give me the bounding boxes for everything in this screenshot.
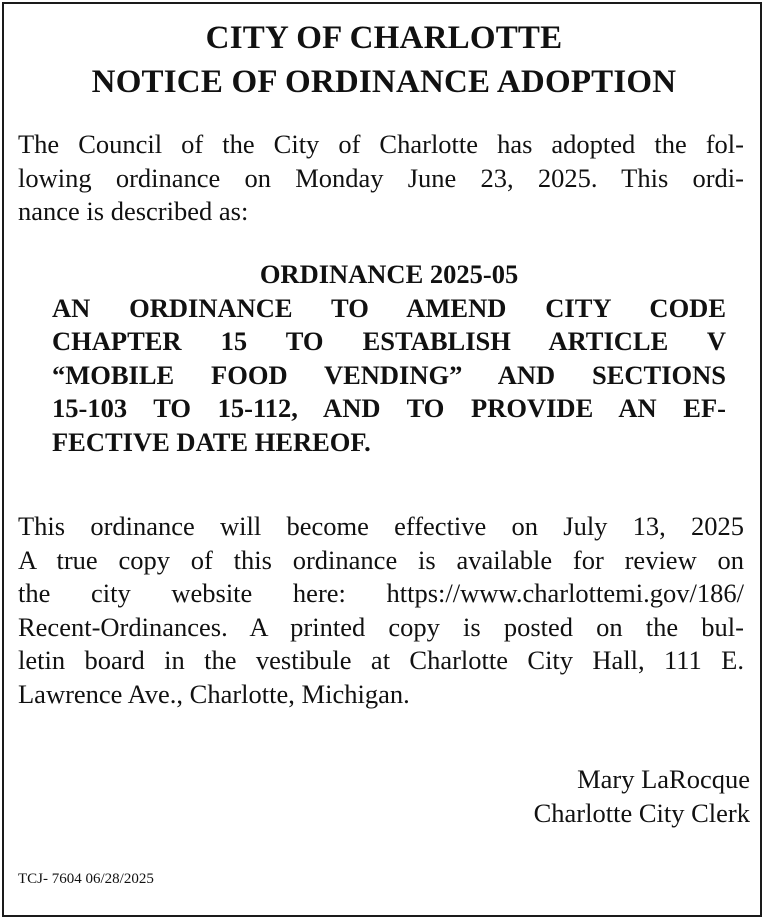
clerk-title: Charlotte City Clerk [533, 798, 750, 828]
details-line: the city website here: https://www.charlottemi.gov/186/ [18, 578, 744, 608]
details-line: This ordinance will become effective on July 13, 2025 [18, 511, 744, 541]
ordinance-number: ORDINANCE 2025-05 [259, 259, 519, 289]
city-title: CITY OF CHARLOTTE [205, 20, 563, 56]
ordinance-title-line: FECTIVE DATE HEREOF. [52, 426, 371, 457]
ordinance-title-line: “MOBILE FOOD VENDING” AND SECTIONS [52, 359, 726, 390]
details-paragraph [18, 510, 744, 711]
ordinance-title-line: AN ORDINANCE TO AMEND CITY CODE [52, 292, 726, 323]
notice-header [0, 16, 768, 104]
ordinance-title-line: CHAPTER 15 TO ESTABLISH ARTICLE V [52, 326, 726, 356]
intro-line: lowing ordinance on Monday June 23, 2025. This ordi- [18, 162, 744, 193]
signature-block [534, 762, 750, 830]
notice-title: NOTICE OF ORDINANCE ADOPTION [91, 64, 677, 100]
details-line: Lawrence Ave., Charlotte, Michigan. [18, 678, 410, 709]
details-line: Recent-Ordinances. A printed copy is posted on the bul- [18, 611, 744, 642]
intro-line: The Council of the City of Charlotte has adopted the fol- [18, 129, 744, 159]
details-line: A true copy of this ordinance is available for review on [18, 544, 744, 575]
details-line: letin board in the vestibule at Charlotte City Hall, 111 E. [18, 645, 744, 675]
intro-paragraph [18, 128, 744, 229]
intro-line: nance is described as: [18, 196, 249, 226]
publication-reference: TCJ- 7604 06/28/2025 [18, 871, 154, 887]
clerk-name: Mary LaRocque [577, 764, 750, 794]
ordinance-block [52, 258, 726, 459]
ordinance-title-line: 15-103 TO 15-112, AND TO PROVIDE AN EF- [52, 393, 726, 423]
